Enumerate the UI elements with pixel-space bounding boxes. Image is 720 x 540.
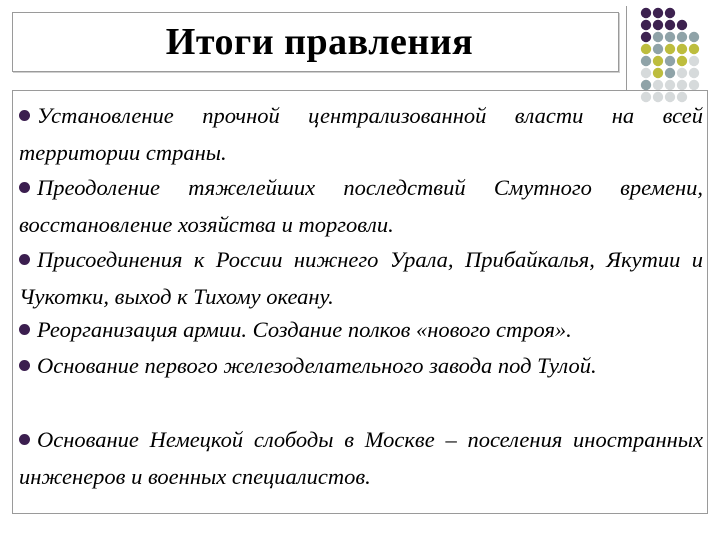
decorative-dot — [653, 68, 663, 78]
decorative-dot — [641, 68, 651, 78]
title-box — [12, 12, 619, 72]
decorative-dot — [665, 8, 675, 18]
bullet-item — [19, 421, 703, 495]
bullet-item — [19, 311, 703, 348]
slide-title: Итоги правления — [165, 21, 474, 63]
decorative-dot — [689, 56, 699, 66]
decorative-dot — [665, 56, 675, 66]
bullet-item — [19, 169, 703, 243]
bullet-marker — [19, 324, 30, 335]
decorative-dot — [677, 56, 687, 66]
decorative-dot — [641, 44, 651, 54]
decorative-dot — [677, 68, 687, 78]
bullet-text: Основание Немецкой слободы в Москве – поселения иностранных инженеров и военных специалистов. — [19, 427, 703, 489]
decorative-dot — [641, 20, 651, 30]
decorative-dot — [665, 80, 675, 90]
decorative-dot — [665, 32, 675, 42]
bullet-text: Установление прочной централизованной власти на всей территории страны. — [19, 103, 703, 165]
decorative-dot — [641, 8, 651, 18]
decorative-dot — [653, 20, 663, 30]
bullet-item — [19, 241, 703, 315]
decorative-dot — [641, 56, 651, 66]
decorative-dot — [665, 44, 675, 54]
decorative-dot — [653, 80, 663, 90]
decorative-dot-grid — [640, 7, 720, 103]
decorative-dot — [677, 20, 687, 30]
bullet-marker — [19, 110, 30, 121]
bullet-text: Реорганизация армии. Создание полков «нового строя». — [37, 317, 572, 342]
decorative-dot — [641, 80, 651, 90]
decorative-dot — [653, 56, 663, 66]
decorative-dot — [665, 68, 675, 78]
decorative-dot — [641, 32, 651, 42]
bullet-text: Присоединения к России нижнего Урала, Прибайкалья, Якутии и Чукотки, выход к Тихому океану. — [19, 247, 703, 309]
decorative-dot — [689, 80, 699, 90]
decorative-dot — [689, 68, 699, 78]
bullet-item — [19, 347, 703, 384]
bullet-marker — [19, 182, 30, 193]
decorative-dot — [653, 32, 663, 42]
divider-line — [626, 6, 627, 90]
decorative-dot — [689, 44, 699, 54]
decorative-dot — [677, 80, 687, 90]
bullet-marker — [19, 434, 30, 445]
content-box — [12, 90, 708, 514]
decorative-dot — [677, 44, 687, 54]
bullet-item — [19, 97, 703, 171]
decorative-dot — [665, 20, 675, 30]
decorative-dot — [653, 8, 663, 18]
bullet-text: Преодоление тяжелейших последствий Смутного времени, восстановление хозяйства и торговли. — [19, 175, 703, 237]
bullet-text: Основание первого железоделательного завода под Тулой. — [37, 353, 597, 378]
bullet-marker — [19, 360, 30, 371]
bullet-marker — [19, 254, 30, 265]
decorative-dot — [677, 32, 687, 42]
decorative-dot — [653, 44, 663, 54]
decorative-dot — [689, 32, 699, 42]
